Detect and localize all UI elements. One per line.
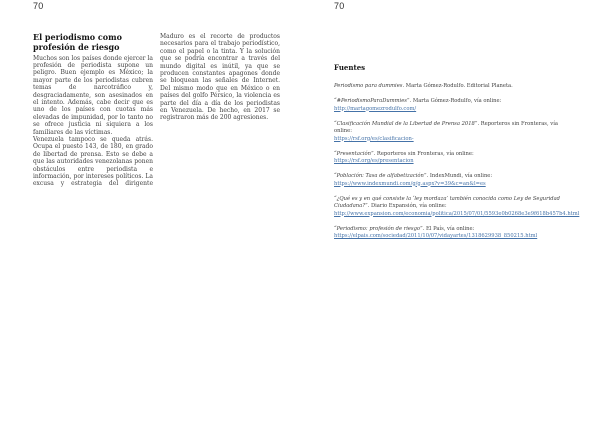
source-title: Periodismo para dummies (334, 83, 403, 89)
article-paragraph: Venezuela tampoco se queda atrás. Ocupa el puesto 143, de 180, en grado de libertad de prensa. Esto se debe a que las autoridades venezolanas ponen obstáculos entre periodista e información, por intereses políticos. La excusa y estrategia del dirigente Maduro es el recorte de productos necesarios para el trabajo periodístico, como el papel o la tinta. Y la solución que se podría encontrar a través del mundo digital es inútil, ya que se producen constantes apagones donde se bloquean las señales de Internet. Del mismo modo que en México o en países del golfo Pérsico, la violencia es parte del día a día de los periodistas en Venezuela. De hecho, en 2017 se registraron más de 200 agresiones. (33, 33, 280, 188)
source-title: “Presentación” (334, 150, 374, 157)
source-item (334, 226, 577, 241)
source-text: . El País, vía online: (422, 225, 475, 232)
source-link[interactable]: https://www.indexmundi.com/g/g.aspx?v=39&c=an&l=es (334, 180, 486, 187)
page-number-left: 70 (33, 1, 44, 11)
sources-section (334, 63, 580, 248)
sources-heading: Fuentes (334, 63, 366, 72)
source-link[interactable]: https://elpais.com/sociedad/2011/10/07/vidayartes/1318629938_850215.html (334, 233, 538, 239)
source-item (334, 121, 577, 144)
source-link[interactable]: http://martagomezrodulfo.com/ (334, 105, 417, 112)
source-item (334, 98, 577, 113)
source-title: “#PeriodismoParaDummies” (334, 98, 410, 104)
source-text: . Marta Gómez-Rodulfo, vía online: (409, 98, 502, 104)
article (33, 33, 280, 193)
source-text: . Reporteros sin Fronteras, vía online: (334, 120, 558, 134)
article-title: El periodismo como profesión de riesgo (33, 32, 122, 52)
source-title: “Población: Tasa de alfabetización” (334, 173, 427, 179)
source-link[interactable]: http://www.expansion.com/economia/politica/2015/07/01/5593e0b0268e3e9f618b457b4.html (334, 210, 580, 217)
source-text: . Marta Gómez-Rodulfo. Editorial Planeta. (402, 83, 513, 89)
article-paragraph: Muchos son los países donde ejercer la profesión de periodista supone un peligro. Buen ejemplo es México; la mayor parte de los periodistas cubren temas de narcotráfico y, desgraciadamente, son asesinados en el intento. Además, cabe decir que es uno de los países con cuotas más elevadas de impunidad, por lo tanto no se ofrece justicia ni siquiera a los familiares de las víctimas. (33, 54, 153, 136)
source-item (334, 83, 577, 91)
source-title: “Clasificación Mundial de la Libertad de Prensa 2018” (334, 120, 478, 127)
source-text: . IndexMundi, vía online: (426, 173, 493, 179)
source-item (334, 195, 580, 219)
source-link[interactable]: https://rsf.org/es/presentacion (334, 158, 414, 164)
source-link[interactable]: https://rsf.org/es/clasificacion- (334, 135, 414, 142)
source-item (334, 151, 577, 166)
source-title: “Periodismo: profesión de riesgo” (334, 225, 423, 232)
source-item (334, 173, 577, 188)
source-title: “¿Qué es y en qué consiste la ‘ley mordaza’ también conocida como Ley de Seguridad Ciudadana?” (334, 195, 560, 209)
source-text: . Diario Expansión, vía online: (367, 203, 447, 209)
page-number-right: 70 (334, 1, 345, 11)
source-text: . Reporteros sin Fronteras, vía online: (373, 150, 474, 157)
